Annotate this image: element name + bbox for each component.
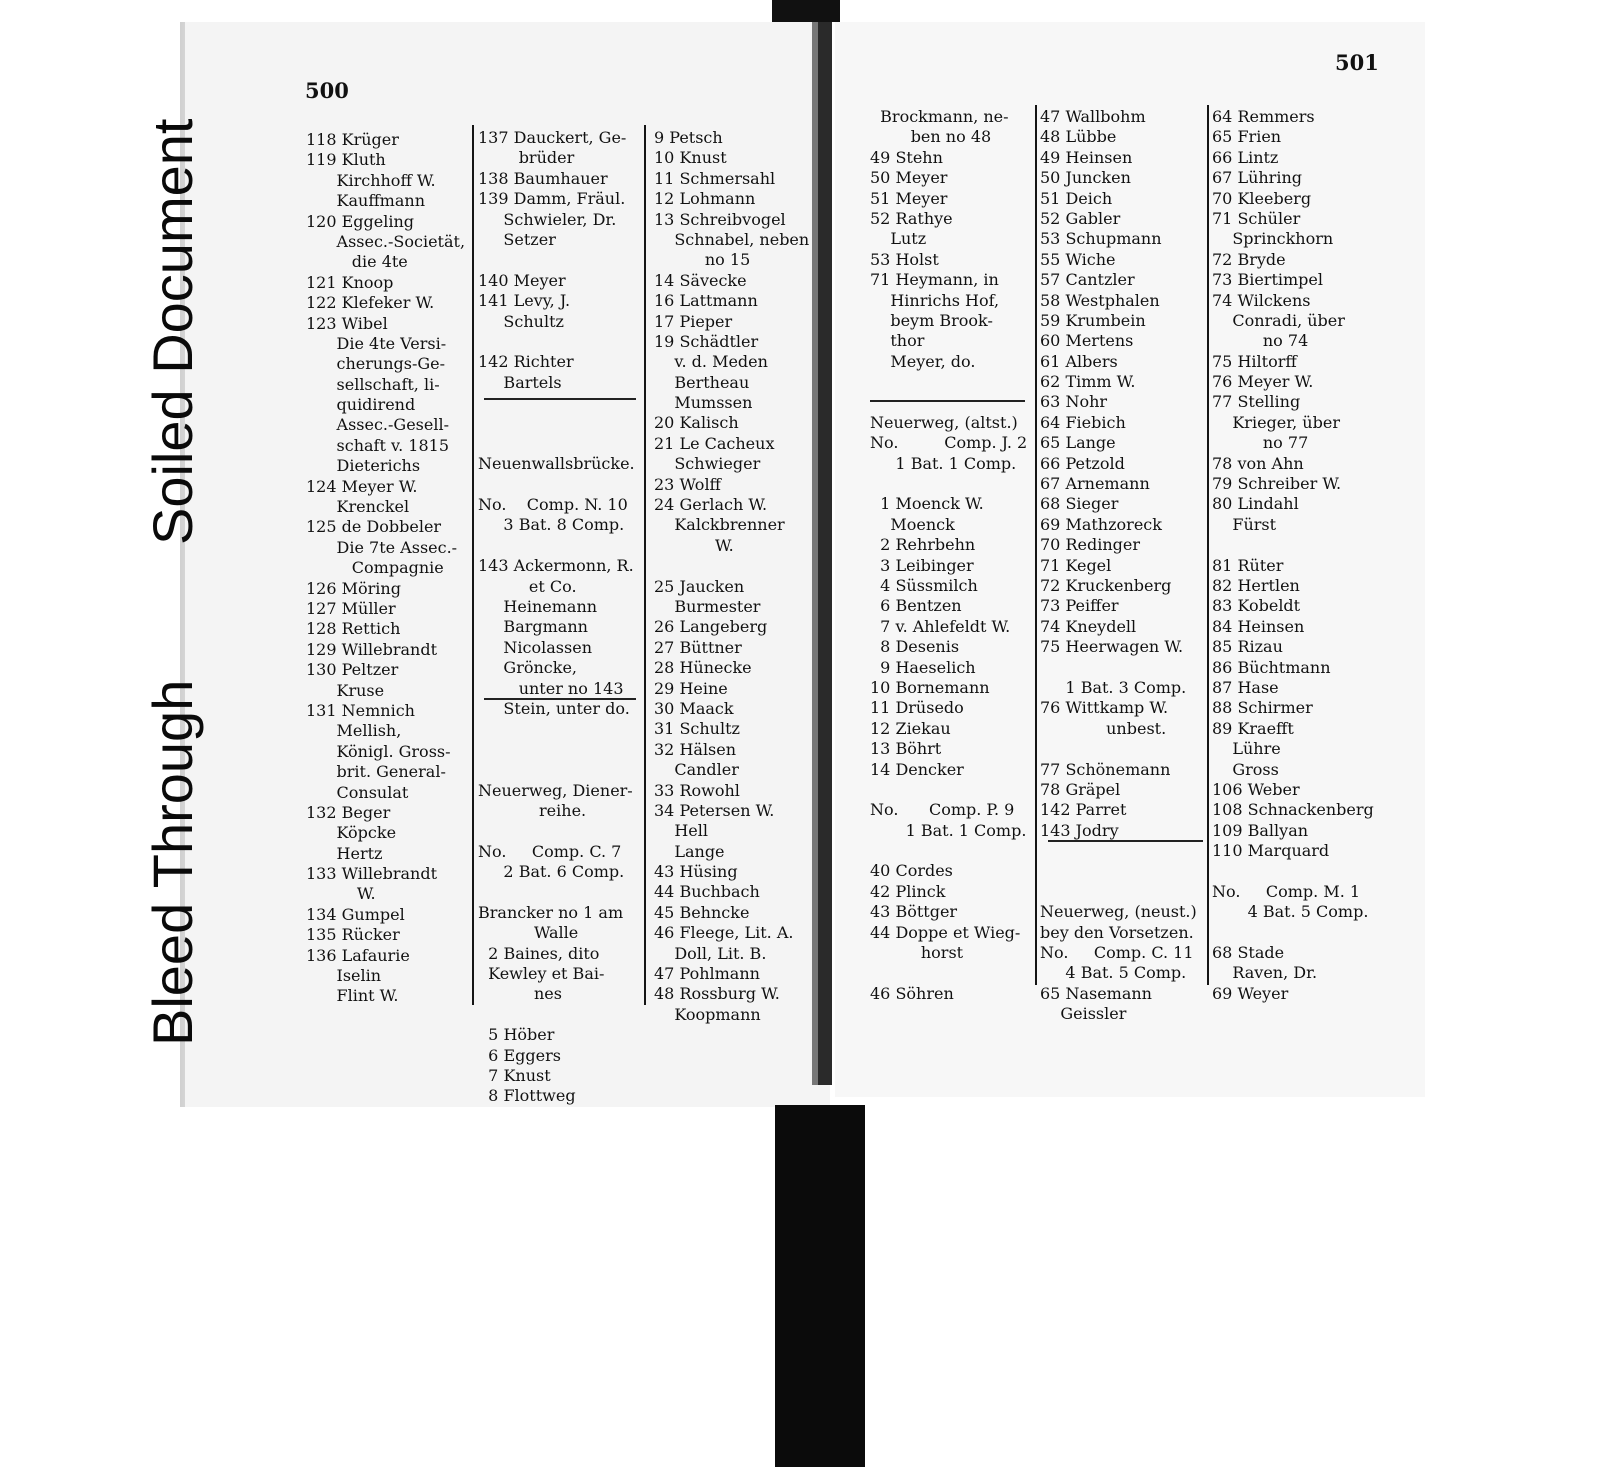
directory-line: Lühre bbox=[1212, 739, 1281, 759]
directory-line: 1 Bat. 3 Comp. bbox=[1040, 677, 1187, 697]
directory-line: No. Comp. C. 7 bbox=[478, 841, 622, 861]
directory-line: thor bbox=[870, 331, 925, 351]
directory-line: Hell bbox=[654, 821, 708, 841]
directory-line: 121 Knoop bbox=[306, 272, 394, 292]
directory-line: 108 Schnackenberg bbox=[1212, 800, 1374, 820]
directory-line: 4 Bat. 5 Comp. bbox=[1040, 963, 1187, 983]
directory-line: Kruse bbox=[306, 680, 385, 700]
directory-line: Mumssen bbox=[654, 393, 753, 413]
bleed-through-label: Bleed Through bbox=[141, 679, 204, 1046]
directory-line: 65 Lange bbox=[1040, 433, 1116, 453]
directory-line: Setzer bbox=[478, 229, 556, 249]
directory-line: 67 Lühring bbox=[1212, 168, 1302, 188]
directory-line: Neuenwallsbrücke. bbox=[478, 454, 635, 474]
directory-line: 77 Stelling bbox=[1212, 392, 1301, 412]
book-gutter bbox=[818, 0, 832, 1085]
directory-line: 110 Marquard bbox=[1212, 841, 1330, 861]
directory-line: et Co. bbox=[478, 576, 577, 596]
directory-line: 24 Gerlach W. bbox=[654, 495, 768, 515]
directory-line bbox=[478, 740, 635, 760]
directory-line: 60 Mertens bbox=[1040, 331, 1134, 351]
directory-line: Kalckbrenner bbox=[654, 515, 785, 535]
directory-line: 126 Möring bbox=[306, 578, 401, 598]
directory-line: 8 Desenis bbox=[870, 637, 960, 657]
directory-line: 142 Parret bbox=[1040, 800, 1127, 820]
directory-line: 79 Schreiber W. bbox=[1212, 474, 1342, 494]
directory-line: horst bbox=[870, 943, 964, 963]
column-5 bbox=[1040, 107, 1197, 1025]
directory-line: 13 Böhrt bbox=[870, 739, 942, 759]
column-4 bbox=[870, 107, 1027, 1004]
directory-line: Bertheau bbox=[654, 372, 750, 392]
directory-line: Brockmann, ne- bbox=[870, 107, 1009, 126]
directory-line: Lange bbox=[654, 841, 725, 861]
directory-line bbox=[1212, 535, 1374, 555]
directory-line: 31 Schultz bbox=[654, 719, 740, 739]
directory-line: 49 Stehn bbox=[870, 147, 943, 167]
directory-line: Sprinckhorn bbox=[1212, 229, 1334, 249]
directory-line: Consulat bbox=[306, 782, 409, 802]
directory-line: 13 Schreibvogel bbox=[654, 209, 786, 229]
directory-line: cherungs-Ge- bbox=[306, 354, 446, 374]
directory-line: quidirend bbox=[306, 395, 416, 415]
directory-line: Gross bbox=[1212, 759, 1279, 779]
directory-line: 28 Hünecke bbox=[654, 658, 752, 678]
directory-line: unter no 143 bbox=[478, 678, 624, 698]
column-3 bbox=[654, 128, 809, 1025]
directory-line bbox=[870, 392, 1027, 412]
directory-line: 42 Plinck bbox=[870, 881, 946, 901]
directory-line: 73 Peiffer bbox=[1040, 596, 1119, 616]
directory-line: 106 Weber bbox=[1212, 779, 1300, 799]
directory-line: Bartels bbox=[478, 372, 562, 392]
directory-line: 8 Flottweg bbox=[478, 1086, 576, 1106]
directory-line bbox=[870, 963, 1027, 983]
directory-line: Flint W. bbox=[306, 986, 399, 1006]
directory-line: W. bbox=[306, 884, 376, 904]
directory-line: No. Comp. M. 1 bbox=[1212, 881, 1361, 901]
directory-line: Krenckel bbox=[306, 497, 410, 517]
directory-line: 4 Süssmilch bbox=[870, 575, 978, 595]
directory-line: 1 Moenck W. bbox=[870, 494, 984, 514]
directory-line: 86 Büchtmann bbox=[1212, 657, 1331, 677]
directory-line: 62 Timm W. bbox=[1040, 372, 1136, 392]
directory-line: 125 de Dobbeler bbox=[306, 517, 442, 537]
column-rule bbox=[1207, 105, 1209, 985]
directory-line: no 15 bbox=[654, 250, 751, 270]
directory-line: 127 Müller bbox=[306, 598, 396, 618]
directory-line: Königl. Gross- bbox=[306, 741, 451, 761]
directory-line: 49 Heinsen bbox=[1040, 147, 1133, 167]
directory-line: 78 von Ahn bbox=[1212, 453, 1304, 473]
directory-line: schaft v. 1815 bbox=[306, 435, 449, 455]
directory-line: 32 Hälsen bbox=[654, 739, 737, 759]
directory-line: reihe. bbox=[478, 800, 587, 820]
directory-line: 33 Rowohl bbox=[654, 780, 740, 800]
directory-line: 118 Krüger bbox=[306, 130, 399, 149]
directory-line: Walle bbox=[478, 923, 579, 943]
directory-line: 6 Eggers bbox=[478, 1045, 561, 1065]
directory-line: 67 Arnemann bbox=[1040, 474, 1150, 494]
directory-line: 26 Langeberg bbox=[654, 617, 768, 637]
directory-line: 1 Bat. 1 Comp. bbox=[870, 820, 1027, 840]
directory-line: Köpcke bbox=[306, 823, 397, 843]
directory-line: 71 Heymann, in bbox=[870, 270, 999, 290]
directory-line: 64 Fiebich bbox=[1040, 412, 1126, 432]
directory-line: 76 Wittkamp W. bbox=[1040, 698, 1169, 718]
directory-line: Schultz bbox=[478, 311, 564, 331]
directory-line: 135 Rücker bbox=[306, 925, 400, 945]
directory-line bbox=[478, 882, 635, 902]
directory-line: 11 Schmersahl bbox=[654, 168, 776, 188]
directory-line: die 4te bbox=[306, 252, 408, 272]
directory-line: Kauffmann bbox=[306, 191, 425, 211]
directory-line: 45 Behncke bbox=[654, 902, 750, 922]
directory-line: No. Comp. P. 9 bbox=[870, 800, 1015, 820]
directory-line: 10 Bornemann bbox=[870, 677, 990, 697]
directory-line bbox=[478, 760, 635, 780]
directory-line: 3 Leibinger bbox=[870, 555, 974, 575]
directory-line bbox=[478, 1005, 635, 1025]
directory-line: 109 Ballyan bbox=[1212, 820, 1309, 840]
directory-line: 9 Haeselich bbox=[870, 657, 976, 677]
directory-line: 74 Kneydell bbox=[1040, 616, 1137, 636]
directory-line: 16 Lattmann bbox=[654, 291, 758, 311]
directory-line: 20 Kalisch bbox=[654, 413, 739, 433]
directory-line: 1 Bat. 1 Comp. bbox=[870, 453, 1017, 473]
directory-line: 2 Bat. 6 Comp. bbox=[478, 862, 625, 882]
directory-line: 78 Gräpel bbox=[1040, 779, 1121, 799]
directory-line: 27 Büttner bbox=[654, 637, 742, 657]
directory-line: 84 Heinsen bbox=[1212, 616, 1305, 636]
directory-line: 47 Wallbohm bbox=[1040, 107, 1146, 126]
directory-line: Lutz bbox=[870, 229, 927, 249]
tape-top bbox=[772, 0, 840, 22]
directory-line: 88 Schirmer bbox=[1212, 698, 1313, 718]
column-rule bbox=[644, 125, 646, 1005]
directory-line: 66 Lintz bbox=[1212, 147, 1279, 167]
directory-line: 3 Bat. 8 Comp. bbox=[478, 515, 625, 535]
directory-line: 53 Schupmann bbox=[1040, 229, 1162, 249]
directory-line: 9 Petsch bbox=[654, 128, 723, 147]
directory-line: 69 Weyer bbox=[1212, 983, 1289, 1003]
page-number-right: 501 bbox=[1335, 50, 1379, 75]
directory-line: ben no 48 bbox=[870, 127, 992, 147]
directory-line: Kewley et Bai- bbox=[478, 964, 605, 984]
directory-line: 143 Jodry bbox=[1040, 820, 1119, 840]
directory-line: No. Comp. C. 11 bbox=[1040, 943, 1194, 963]
directory-line bbox=[654, 556, 809, 576]
directory-line: 134 Gumpel bbox=[306, 904, 405, 924]
directory-line bbox=[1040, 658, 1197, 678]
directory-line: 12 Ziekau bbox=[870, 718, 951, 738]
directory-line: 63 Nohr bbox=[1040, 392, 1108, 412]
directory-line: 138 Baumhauer bbox=[478, 168, 608, 188]
directory-line: Die 7te Assec.- bbox=[306, 537, 458, 557]
directory-line: 64 Remmers bbox=[1212, 107, 1315, 126]
directory-line: 72 Kruckenberg bbox=[1040, 575, 1172, 595]
directory-line: No. Comp. J. 2 bbox=[870, 433, 1028, 453]
directory-line: 7 Knust bbox=[478, 1065, 551, 1085]
directory-line bbox=[870, 841, 1027, 861]
directory-line: Fürst bbox=[1212, 514, 1277, 534]
directory-line: 122 Klefeker W. bbox=[306, 293, 435, 313]
directory-line bbox=[478, 719, 635, 739]
directory-line: 70 Kleeberg bbox=[1212, 188, 1312, 208]
tape-bottom bbox=[775, 1105, 865, 1467]
directory-line: 61 Albers bbox=[1040, 351, 1118, 371]
directory-line: 120 Eggeling bbox=[306, 211, 415, 231]
directory-line: unbest. bbox=[1040, 718, 1167, 738]
directory-line: 130 Peltzer bbox=[306, 660, 399, 680]
directory-line: Mellish, bbox=[306, 721, 402, 741]
directory-line: Gröncke, bbox=[478, 658, 578, 678]
directory-line: Raven, Dr. bbox=[1212, 963, 1318, 983]
directory-line: 137 Dauckert, Ge- bbox=[478, 128, 627, 147]
directory-line: Conradi, über bbox=[1212, 310, 1345, 330]
directory-line: 12 Lohmann bbox=[654, 189, 756, 209]
directory-line: brüder bbox=[478, 148, 575, 168]
directory-line bbox=[1040, 882, 1197, 902]
directory-line: 72 Bryde bbox=[1212, 249, 1286, 269]
directory-line bbox=[478, 393, 635, 413]
directory-line: 76 Meyer W. bbox=[1212, 372, 1314, 392]
directory-line: Iselin bbox=[306, 966, 382, 986]
directory-line: no 77 bbox=[1212, 433, 1309, 453]
directory-line: 14 Sävecke bbox=[654, 270, 747, 290]
directory-line: 129 Willebrandt bbox=[306, 639, 438, 659]
directory-line: 53 Holst bbox=[870, 249, 939, 269]
directory-line: nes bbox=[478, 984, 562, 1004]
directory-line: 81 Rüter bbox=[1212, 555, 1284, 575]
directory-line: 75 Hiltorff bbox=[1212, 351, 1297, 371]
directory-line: 48 Lübbe bbox=[1040, 127, 1117, 147]
directory-line: Candler bbox=[654, 760, 739, 780]
directory-line: Schnabel, neben bbox=[654, 229, 810, 249]
directory-line bbox=[478, 413, 635, 433]
directory-line bbox=[1040, 861, 1197, 881]
directory-line: 77 Schönemann bbox=[1040, 759, 1171, 779]
directory-line bbox=[1040, 739, 1197, 759]
directory-line: 14 Dencker bbox=[870, 759, 964, 779]
directory-line bbox=[870, 780, 1027, 800]
directory-line bbox=[1212, 923, 1374, 943]
directory-line: 83 Kobeldt bbox=[1212, 596, 1301, 616]
directory-line: 142 Richter bbox=[478, 352, 574, 372]
directory-line: 139 Damm, Fräul. bbox=[478, 189, 626, 209]
directory-line: 21 Le Cacheux bbox=[654, 433, 775, 453]
directory-line: Assec.-Gesell- bbox=[306, 415, 449, 435]
directory-line: Nicolassen bbox=[478, 637, 592, 657]
directory-line: Schwieger bbox=[654, 454, 761, 474]
column-2 bbox=[478, 128, 635, 1107]
directory-line: 82 Hertlen bbox=[1212, 575, 1300, 595]
directory-line: 141 Levy, J. bbox=[478, 291, 571, 311]
directory-line: 128 Rettich bbox=[306, 619, 401, 639]
directory-line: 2 Rehrbehn bbox=[870, 535, 976, 555]
directory-line bbox=[1212, 861, 1374, 881]
directory-line: Brancker no 1 am bbox=[478, 902, 624, 922]
directory-line: 55 Wiche bbox=[1040, 249, 1116, 269]
directory-line bbox=[478, 475, 635, 495]
directory-line: 73 Biertimpel bbox=[1212, 270, 1323, 290]
margin-labels bbox=[55, 0, 204, 1046]
directory-line: Neuerweg, (altst.) bbox=[870, 412, 1018, 432]
directory-line: 43 Böttger bbox=[870, 902, 958, 922]
directory-line: Kirchhoff W. bbox=[306, 170, 436, 190]
directory-line: beym Brook- bbox=[870, 310, 993, 330]
directory-line: 10 Knust bbox=[654, 148, 727, 168]
directory-line: 30 Maack bbox=[654, 698, 734, 718]
directory-line: Hertz bbox=[306, 843, 383, 863]
directory-line: 71 Kegel bbox=[1040, 555, 1112, 575]
directory-line: 68 Stade bbox=[1212, 943, 1285, 963]
directory-line: Neuerweg, (neust.) bbox=[1040, 902, 1197, 922]
directory-line: 17 Pieper bbox=[654, 311, 733, 331]
directory-line: Neuerweg, Diener- bbox=[478, 780, 633, 800]
directory-line: 87 Hase bbox=[1212, 677, 1279, 697]
directory-line: Assec.-Societät, bbox=[306, 231, 466, 251]
page-number-left: 500 bbox=[305, 78, 349, 103]
directory-line: 65 Frien bbox=[1212, 127, 1282, 147]
directory-line: 23 Wolff bbox=[654, 474, 721, 494]
directory-line: 46 Fleege, Lit. A. bbox=[654, 923, 794, 943]
directory-line: 85 Rizau bbox=[1212, 637, 1283, 657]
directory-line: 44 Buchbach bbox=[654, 882, 760, 902]
directory-line: 51 Meyer bbox=[870, 188, 948, 208]
directory-line: 2 Baines, dito bbox=[478, 943, 600, 963]
directory-line: 59 Krumbein bbox=[1040, 310, 1146, 330]
directory-line: Meyer, do. bbox=[870, 351, 976, 371]
directory-line: 136 Lafaurie bbox=[306, 945, 410, 965]
directory-line: 119 Kluth bbox=[306, 150, 386, 170]
directory-line: 44 Doppe et Wieg- bbox=[870, 922, 1021, 942]
directory-line: Hinrichs Hof, bbox=[870, 290, 1000, 310]
directory-line: 143 Ackermonn, R. bbox=[478, 556, 634, 576]
directory-line: 80 Lindahl bbox=[1212, 494, 1299, 514]
directory-line: 48 Rossburg W. bbox=[654, 984, 780, 1004]
directory-line: Koopmann bbox=[654, 1004, 761, 1024]
directory-line: Moenck bbox=[870, 514, 955, 534]
directory-line: 40 Cordes bbox=[870, 861, 953, 881]
directory-line: 123 Wibel bbox=[306, 313, 388, 333]
directory-line: 69 Mathzoreck bbox=[1040, 514, 1162, 534]
directory-line: Krieger, über bbox=[1212, 412, 1340, 432]
directory-line: 58 Westphalen bbox=[1040, 290, 1160, 310]
directory-line: Stein, unter do. bbox=[478, 698, 630, 718]
directory-line: 140 Meyer bbox=[478, 270, 566, 290]
column-6 bbox=[1212, 107, 1374, 1004]
soiled-document-label: Soiled Document bbox=[141, 118, 204, 545]
directory-line: 57 Cantzler bbox=[1040, 270, 1135, 290]
directory-line: Schwieler, Dr. bbox=[478, 209, 617, 229]
directory-line: 25 Jaucken bbox=[654, 576, 745, 596]
directory-line bbox=[870, 372, 1027, 392]
directory-line bbox=[1040, 841, 1197, 861]
column-rule bbox=[1035, 105, 1037, 985]
directory-line: 132 Beger bbox=[306, 802, 391, 822]
column-rule bbox=[472, 125, 474, 1005]
directory-line: 65 Nasemann bbox=[1040, 983, 1152, 1003]
directory-line: No. Comp. N. 10 bbox=[478, 495, 628, 515]
directory-line: 4 Bat. 5 Comp. bbox=[1212, 902, 1369, 922]
directory-line bbox=[478, 332, 635, 352]
directory-line: 43 Hüsing bbox=[654, 862, 738, 882]
directory-line: 29 Heine bbox=[654, 678, 728, 698]
directory-line: 66 Petzold bbox=[1040, 453, 1125, 473]
directory-line: Compagnie bbox=[306, 558, 444, 578]
directory-line: 74 Wilckens bbox=[1212, 290, 1311, 310]
directory-line bbox=[478, 434, 635, 454]
directory-line: Dieterichs bbox=[306, 456, 421, 476]
directory-line: 19 Schädtler bbox=[654, 331, 759, 351]
directory-line bbox=[478, 250, 635, 270]
directory-line: Doll, Lit. B. bbox=[654, 943, 767, 963]
directory-line: v. d. Meden bbox=[654, 352, 768, 372]
directory-line: 6 Bentzen bbox=[870, 596, 962, 616]
directory-line: 68 Sieger bbox=[1040, 494, 1119, 514]
directory-line: 124 Meyer W. bbox=[306, 476, 418, 496]
directory-line: Geissler bbox=[1040, 1004, 1127, 1024]
directory-line: 89 Kraefft bbox=[1212, 718, 1294, 738]
directory-line bbox=[478, 536, 635, 556]
directory-line: Die 4te Versi- bbox=[306, 333, 447, 353]
directory-line: 50 Juncken bbox=[1040, 168, 1131, 188]
directory-line: no 74 bbox=[1212, 331, 1309, 351]
directory-line: Burmester bbox=[654, 596, 761, 616]
directory-line: 34 Petersen W. bbox=[654, 800, 775, 820]
directory-line: Bargmann bbox=[478, 617, 588, 637]
directory-line: 71 Schüler bbox=[1212, 208, 1301, 228]
directory-line: 52 Gabler bbox=[1040, 208, 1121, 228]
directory-line: 47 Pohlmann bbox=[654, 964, 760, 984]
directory-line: brit. General- bbox=[306, 762, 446, 782]
directory-line: 52 Rathye bbox=[870, 208, 953, 228]
directory-line: W. bbox=[654, 535, 734, 555]
directory-line: 7 v. Ahlefeldt W. bbox=[870, 616, 1011, 636]
directory-line: 75 Heerwagen W. bbox=[1040, 637, 1184, 657]
directory-line: 51 Deich bbox=[1040, 188, 1113, 208]
directory-line: 11 Drüsedo bbox=[870, 698, 964, 718]
directory-line: 5 Höber bbox=[478, 1025, 555, 1045]
directory-line: bey den Vorsetzen. bbox=[1040, 922, 1194, 942]
directory-line: 133 Willebrandt bbox=[306, 864, 438, 884]
column-1 bbox=[306, 130, 465, 1007]
directory-line: sellschaft, li- bbox=[306, 374, 440, 394]
directory-line: 46 Söhren bbox=[870, 983, 954, 1003]
directory-line: Heinemann bbox=[478, 596, 598, 616]
directory-line bbox=[478, 821, 635, 841]
directory-line: 131 Nemnich bbox=[306, 700, 415, 720]
directory-line bbox=[870, 474, 1027, 494]
directory-line: 50 Meyer bbox=[870, 168, 948, 188]
directory-line: 70 Redinger bbox=[1040, 535, 1140, 555]
